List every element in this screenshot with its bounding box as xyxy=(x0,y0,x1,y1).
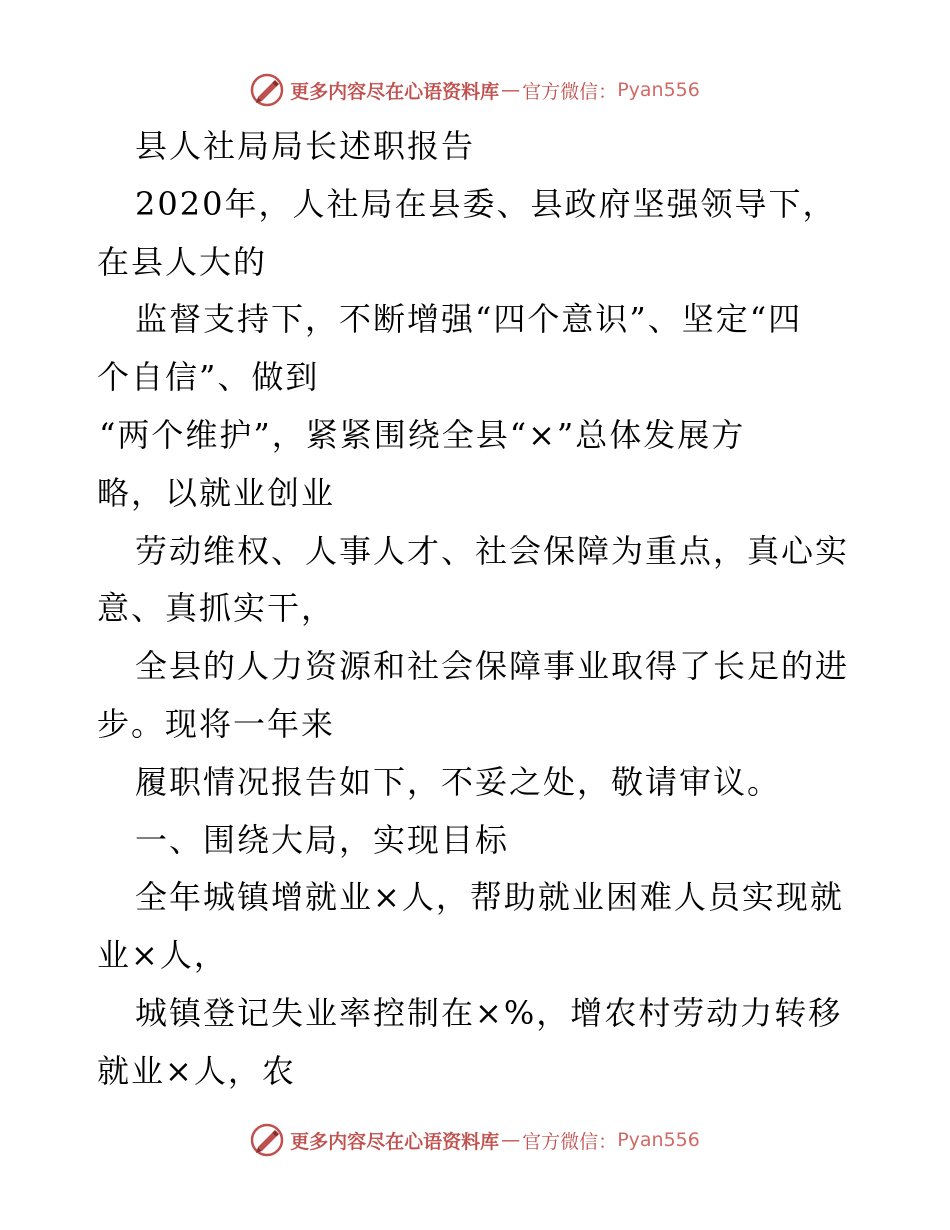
paragraph-line: 个自信”、做到 xyxy=(97,358,320,397)
paragraph-line: 略，以就业创业 xyxy=(97,473,336,512)
paragraph-line: 意、真抓实干， xyxy=(97,589,336,628)
paragraph-line: 劳动维权、人事人才、社会保障为重点，真心实 xyxy=(135,531,850,570)
watermark-brand: 更多内容尽在心语资料库 xyxy=(290,80,500,103)
watermark-brand: 更多内容尽在心语资料库 xyxy=(290,1130,500,1153)
watermark-account-id: Pyan556 xyxy=(617,79,700,101)
watermark-separator: — xyxy=(501,79,521,101)
watermark-official-label: 官方微信： xyxy=(522,80,618,103)
paragraph-line: 在县人大的 xyxy=(97,242,268,281)
paragraph-line: 就业×人，农 xyxy=(97,1051,296,1090)
header-watermark xyxy=(0,70,950,110)
document-title: 县人社局局长述职报告 xyxy=(135,127,476,165)
logo-icon xyxy=(250,73,284,107)
logo-icon xyxy=(250,1123,284,1157)
section-heading: 一、围绕大局，实现目标 xyxy=(135,820,510,859)
paragraph-line: 2020年，人社局在县委、县政府坚强领导下， xyxy=(135,184,837,223)
watermark-account-id: Pyan556 xyxy=(617,1129,700,1151)
paragraph-line: 城镇登记失业率控制在×%，增农村劳动力转移 xyxy=(135,993,843,1032)
paragraph-line: 步。现将一年来 xyxy=(97,704,336,743)
paragraph-line: 履职情况报告如下，不妥之处，敬请审议。 xyxy=(135,762,782,801)
footer-watermark xyxy=(0,1120,950,1160)
document-body xyxy=(97,118,857,1101)
paragraph-line: 监督支持下，不断增强“四个意识”、坚定“四 xyxy=(135,300,803,339)
paragraph-line: “两个维护”，紧紧围绕全县“×”总体发展方 xyxy=(99,415,746,454)
watermark-official-label: 官方微信： xyxy=(522,1130,618,1153)
paragraph-line: 全县的人力资源和社会保障事业取得了长足的进 xyxy=(135,647,850,686)
watermark-separator: — xyxy=(501,1129,521,1151)
paragraph-line: 业×人， xyxy=(97,936,228,975)
paragraph-line: 全年城镇增就业×人，帮助就业困难人员实现就 xyxy=(135,878,844,917)
